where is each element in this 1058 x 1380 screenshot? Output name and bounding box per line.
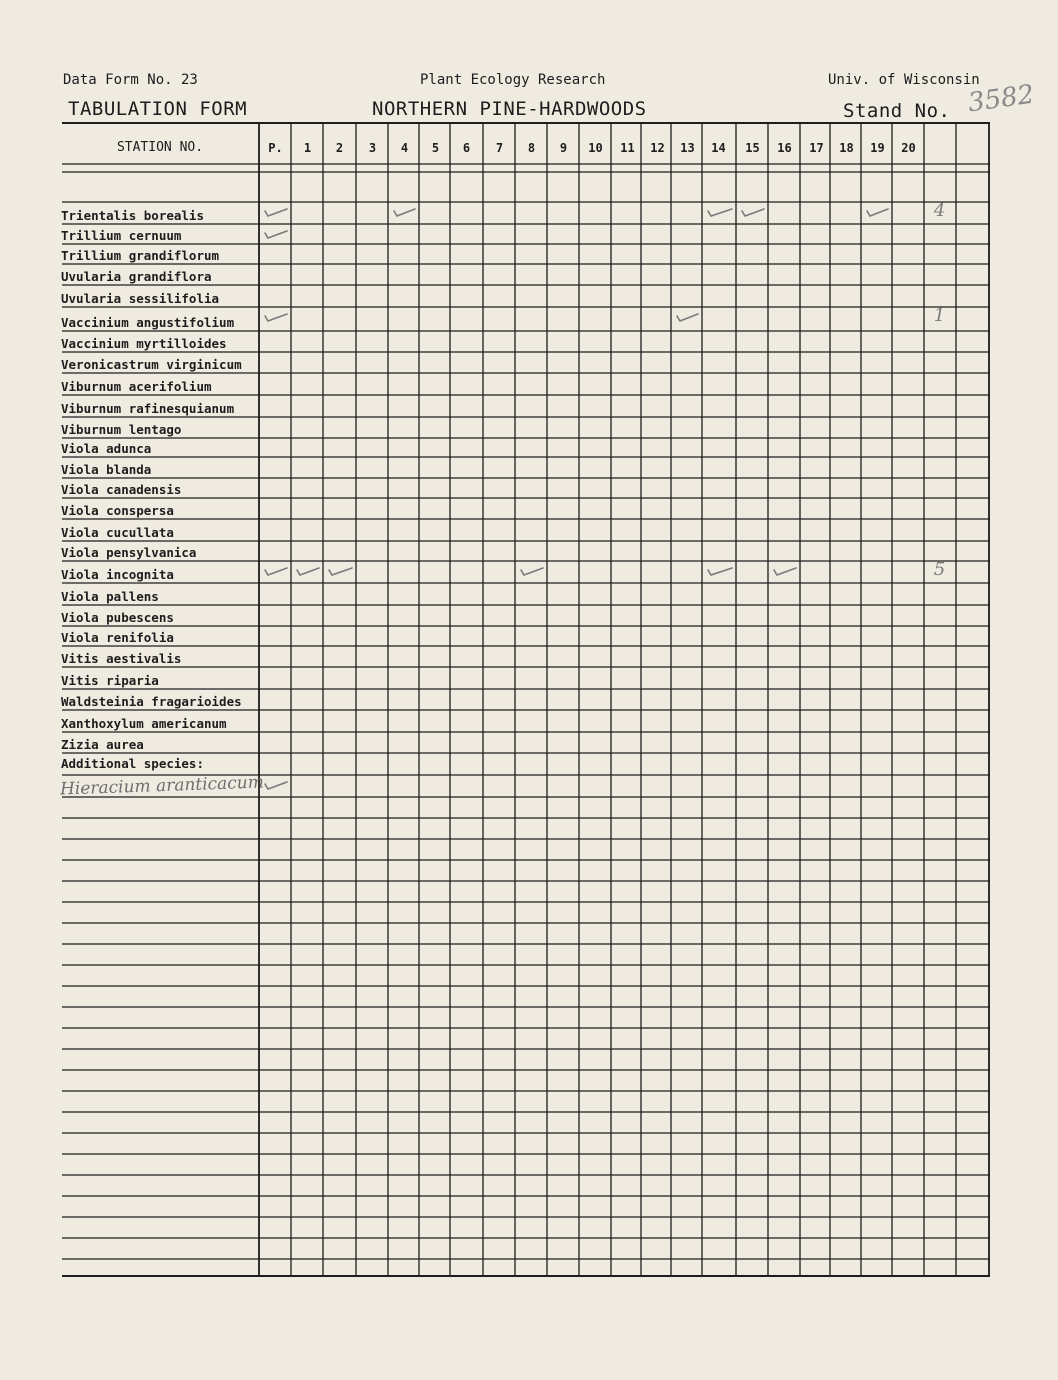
station-number: 13 xyxy=(680,141,695,155)
species-name: Uvularia sessilifolia xyxy=(61,291,220,306)
species-name: Viola canadensis xyxy=(61,482,182,497)
station-number: 5 xyxy=(431,141,440,155)
university-label: Univ. of Wisconsin xyxy=(828,72,980,88)
species-name: Viola adunca xyxy=(61,441,152,456)
form-number: Data Form No. 23 xyxy=(63,72,198,88)
check-mark xyxy=(704,204,734,220)
check-mark xyxy=(390,204,420,220)
tally-total: 4 xyxy=(933,200,946,221)
check-mark xyxy=(261,777,291,793)
check-mark xyxy=(863,204,893,220)
station-number: 20 xyxy=(901,141,916,155)
species-name: Viola pallens xyxy=(61,589,159,604)
station-number: 19 xyxy=(870,141,885,155)
station-header: STATION NO. xyxy=(116,140,204,155)
forest-type-title: NORTHERN PINE-HARDWOODS xyxy=(372,98,647,120)
species-name: Viola renifolia xyxy=(61,630,174,645)
station-number: 18 xyxy=(839,141,854,155)
species-name: Zizia aurea xyxy=(61,737,144,752)
check-mark xyxy=(738,204,768,220)
additional-species-handwritten: Hieracium aranticacum xyxy=(59,772,265,800)
check-mark xyxy=(261,563,291,579)
check-mark xyxy=(325,563,355,579)
check-mark xyxy=(704,563,734,579)
station-number: 16 xyxy=(777,141,792,155)
species-name: Viola pensylvanica xyxy=(61,545,197,560)
species-name: Viola cucullata xyxy=(61,525,174,540)
form-title: TABULATION FORM xyxy=(68,98,248,120)
species-name: Viola pubescens xyxy=(61,610,174,625)
station-number: 11 xyxy=(620,141,635,155)
stand-number-handwritten: 3582 xyxy=(966,79,1036,119)
species-name: Xanthoxylum americanum xyxy=(61,716,227,731)
station-number: 4 xyxy=(400,141,409,155)
station-number: 17 xyxy=(809,141,824,155)
station-number: 9 xyxy=(559,141,568,155)
species-name: Viola incognita xyxy=(61,567,174,582)
station-number: 14 xyxy=(711,141,726,155)
species-name: Viola conspersa xyxy=(61,503,174,518)
stand-label: Stand No. xyxy=(843,100,951,122)
check-mark xyxy=(261,309,291,325)
station-number: P. xyxy=(268,141,283,155)
tally-total: 1 xyxy=(933,305,946,326)
check-mark xyxy=(293,563,323,579)
station-number: 8 xyxy=(527,141,536,155)
species-name: Waldsteinia fragarioides xyxy=(61,694,242,709)
species-name: Veronicastrum virginicum xyxy=(61,357,242,372)
species-name: Vaccinium angustifolium xyxy=(61,315,235,330)
check-mark xyxy=(261,204,291,220)
station-number: 10 xyxy=(588,141,603,155)
station-number: 2 xyxy=(335,141,344,155)
check-mark xyxy=(770,563,800,579)
species-name: Viburnum lentago xyxy=(61,422,182,437)
species-name: Vaccinium myrtilloides xyxy=(61,336,227,351)
station-number: 3 xyxy=(368,141,377,155)
species-name: Viburnum acerifolium xyxy=(61,379,212,394)
check-mark xyxy=(673,309,703,325)
tally-total: 5 xyxy=(933,559,946,580)
check-mark xyxy=(261,226,291,242)
species-name: Trillium cernuum xyxy=(61,228,182,243)
species-name: Trientalis borealis xyxy=(61,208,204,223)
species-name: Trillium grandiflorum xyxy=(61,248,220,263)
additional-species-label: Additional species: xyxy=(61,756,204,771)
station-number: 12 xyxy=(650,141,665,155)
species-name: Viola blanda xyxy=(61,462,152,477)
station-number: 6 xyxy=(462,141,471,155)
station-number: 15 xyxy=(745,141,760,155)
station-number: 7 xyxy=(495,141,504,155)
check-mark xyxy=(517,563,547,579)
species-name: Vitis aestivalis xyxy=(61,651,182,666)
research-label: Plant Ecology Research xyxy=(420,72,606,88)
species-name: Viburnum rafinesquianum xyxy=(61,401,235,416)
station-number: 1 xyxy=(303,141,312,155)
species-name: Uvularia grandiflora xyxy=(61,269,212,284)
species-name: Vitis riparia xyxy=(61,673,159,688)
